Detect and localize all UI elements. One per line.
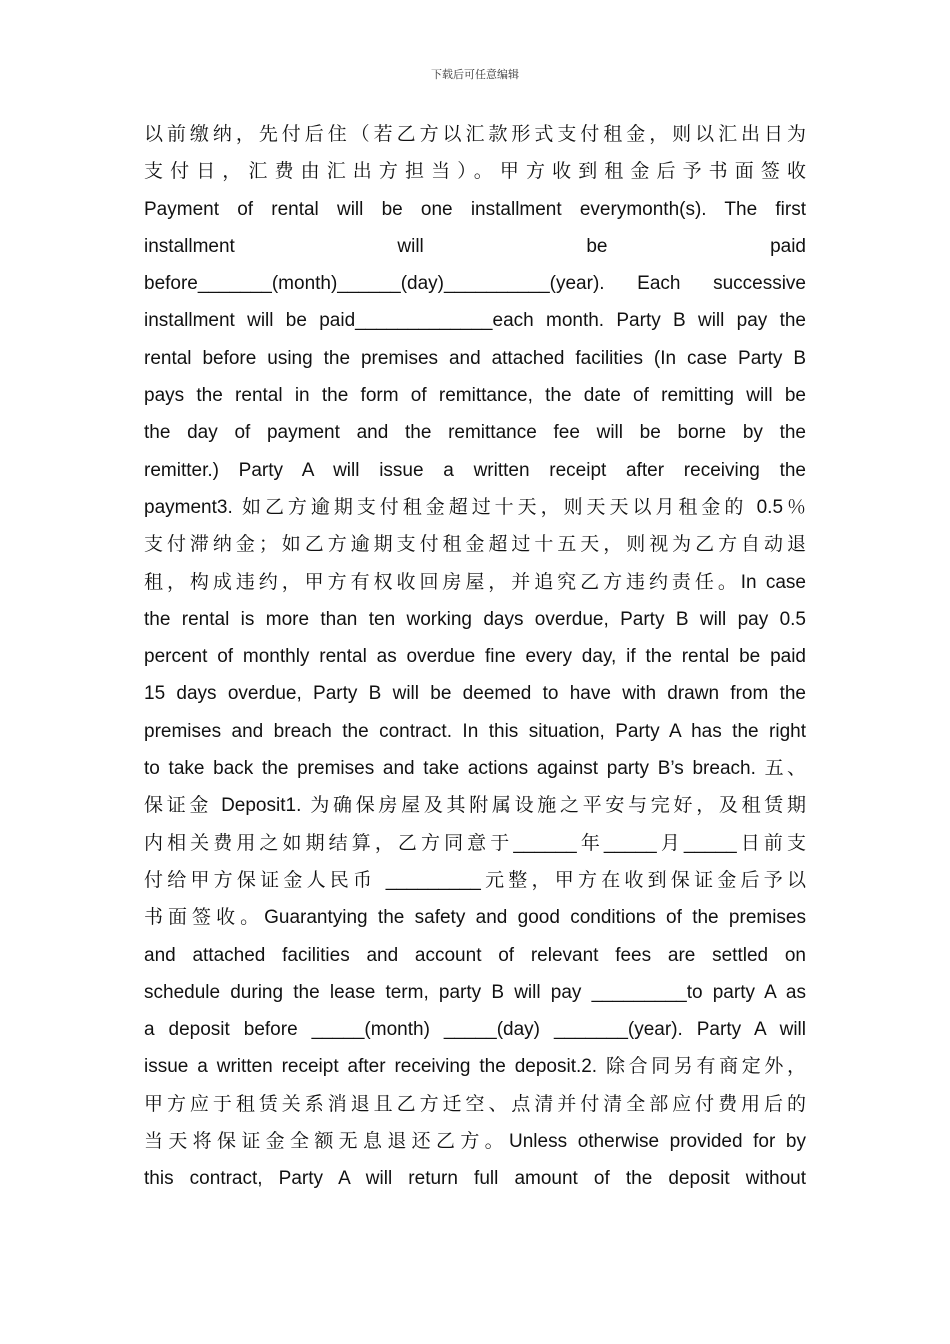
text-line: 当天将保证金全额无息退还乙方。Unless otherwise provided for by bbox=[144, 1131, 806, 1153]
text-line: installment will be paid bbox=[144, 235, 806, 257]
text-line: 书面签收。Guarantying the safety and good conditions of the premises bbox=[144, 907, 806, 929]
text-line: the rental is more than ten working days overdue, Party B will pay 0.5 bbox=[144, 608, 806, 630]
text-line: pays the rental in the form of remittance, the date of remitting will be bbox=[144, 385, 806, 407]
text-line: 甲方应于租赁关系消退且乙方迁空、点清并付清全部应付费用后的 bbox=[144, 1093, 806, 1115]
text-line: 内相关费用之如期结算，乙方同意于______年_____月_____日前支 bbox=[144, 832, 806, 854]
text-line: remitter.) Party A will issue a written receipt after receiving the bbox=[144, 459, 806, 481]
text-line: 支付滞纳金；如乙方逾期支付租金超过十五天，则视为乙方自动退 bbox=[144, 534, 806, 556]
text-line: Payment of rental will be one installment everymonth(s). The first bbox=[144, 198, 806, 220]
text-line: schedule during the lease term, party B will pay _________to party A as bbox=[144, 981, 806, 1003]
text-line: 租，构成违约，甲方有权收回房屋，并追究乙方违约责任。In case bbox=[144, 571, 806, 593]
text-line: 保证金 Deposit1. 为确保房屋及其附属设施之平安与完好，及租赁期 bbox=[144, 795, 806, 817]
text-line: 付给甲方保证金人民币 _________元整，甲方在收到保证金后予以 bbox=[144, 869, 806, 891]
text-line: and attached facilities and account of relevant fees are settled on bbox=[144, 944, 806, 966]
page-header: 下载后可任意编辑 bbox=[431, 68, 519, 81]
text-line: payment3. 如乙方逾期支付租金超过十天，则天天以月租金的 0.5％ bbox=[144, 496, 806, 518]
contract-body bbox=[144, 116, 806, 1198]
text-line: 支付日，汇费由汇出方担当）。甲方收到租金后予书面签收 bbox=[144, 161, 806, 183]
text-line: installment will be paid_____________each month. Party B will pay the bbox=[144, 310, 806, 332]
text-line: to take back the premises and take actions against party B’s breach. 五、 bbox=[144, 758, 806, 780]
text-line: rental before using the premises and attached facilities (In case Party B bbox=[144, 347, 806, 369]
text-line: a deposit before _____(month) _____(day) _______(year). Party A will bbox=[144, 1019, 806, 1041]
text-line: before_______(month)______(day)__________(year). Each successive bbox=[144, 273, 806, 295]
text-line: the day of payment and the remittance fee will be borne by the bbox=[144, 422, 806, 444]
text-line: this contract, Party A will return full amount of the deposit without bbox=[144, 1168, 806, 1190]
text-line: 以前缴纳，先付后住（若乙方以汇款形式支付租金，则以汇出日为 bbox=[144, 124, 806, 145]
text-line: issue a written receipt after receiving the deposit.2. 除合同另有商定外， bbox=[144, 1056, 806, 1078]
text-line: 15 days overdue, Party B will be deemed to have with drawn from the bbox=[144, 683, 806, 705]
text-line: premises and breach the contract. In this situation, Party A has the right bbox=[144, 720, 806, 742]
text-line: percent of monthly rental as overdue fine every day, if the rental be paid bbox=[144, 646, 806, 668]
